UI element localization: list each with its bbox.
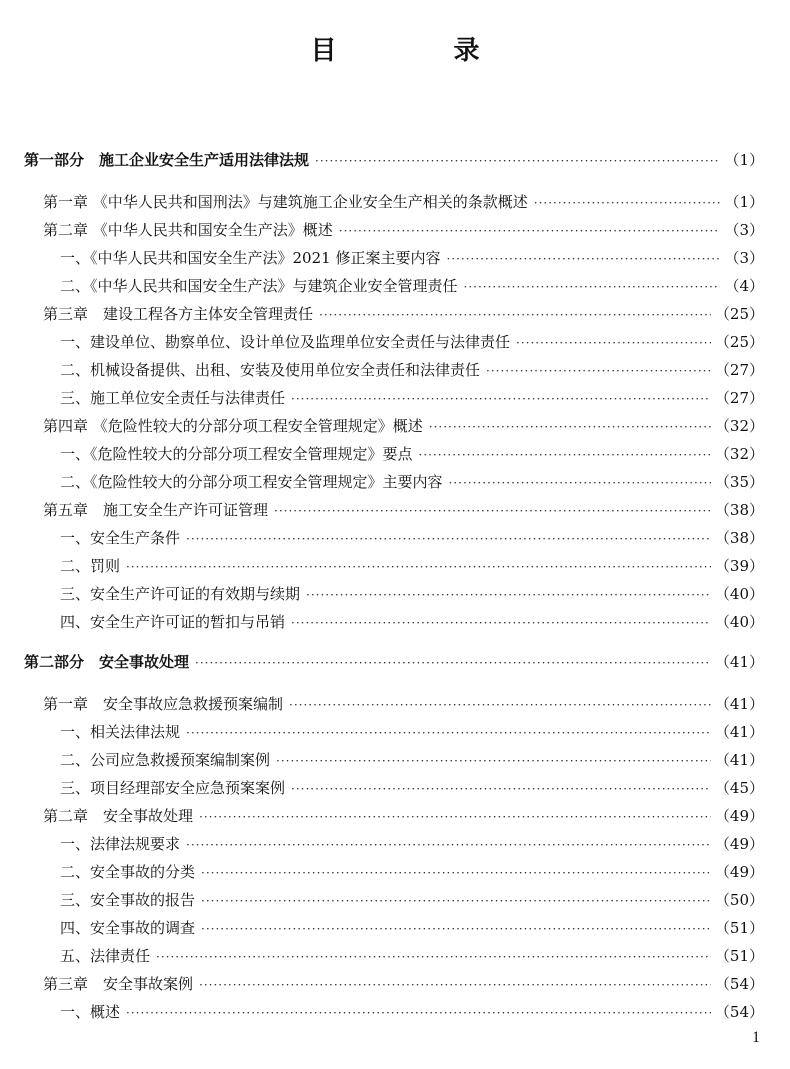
toc-chapter-entry[interactable]: [43, 806, 764, 827]
toc-entry-page: （41）: [714, 695, 764, 713]
dot-leader: [516, 333, 711, 353]
toc-section-entry[interactable]: [60, 332, 764, 353]
toc-entry-page: （54）: [714, 975, 764, 993]
toc-entry-page: （3）: [724, 249, 764, 267]
toc-chapter-entry[interactable]: [43, 500, 764, 521]
dot-leader: [186, 835, 711, 855]
toc-section-entry[interactable]: [60, 612, 764, 633]
toc-part-entry[interactable]: [24, 652, 764, 673]
toc-entry-page: （25）: [714, 333, 764, 351]
toc-entry-page: （39）: [714, 557, 764, 575]
toc-section-entry[interactable]: [60, 444, 764, 465]
toc-entry-title: 第二章 《中华人民共和国安全生产法》概述: [43, 221, 333, 239]
dot-leader: [126, 1003, 711, 1023]
toc-entry-page: （38）: [714, 529, 764, 547]
toc-section-entry[interactable]: [60, 862, 764, 883]
dot-leader: [199, 975, 711, 995]
toc-chapter-entry[interactable]: [43, 192, 764, 213]
toc-entry-page: （41）: [714, 723, 764, 741]
toc-section-entry[interactable]: [60, 360, 764, 381]
toc-entry-page: （50）: [714, 891, 764, 909]
dot-leader: [486, 361, 711, 381]
dot-leader: [156, 947, 711, 967]
dot-leader: [339, 221, 721, 241]
toc-entry-title: 第五章 施工安全生产许可证管理: [43, 501, 269, 519]
toc-entry-title: 二、公司应急救援预案编制案例: [60, 751, 271, 769]
toc-entry-title: 第一章 《中华人民共和国刑法》与建筑施工企业安全生产相关的条款概述: [43, 193, 528, 211]
dot-leader: [186, 529, 711, 549]
toc-entry-title: 第一章 安全事故应急救援预案编制: [43, 695, 284, 713]
toc-entry-page: （32）: [714, 445, 764, 463]
dot-leader: [274, 501, 711, 521]
dot-leader: [195, 653, 711, 673]
toc-entry-page: （27）: [714, 389, 764, 407]
toc-entry-title: 一、建设单位、勘察单位、设计单位及监理单位安全责任与法律责任: [60, 333, 511, 351]
toc-entry-title: 三、安全生产许可证的有效期与续期: [60, 585, 301, 603]
dot-leader: [201, 891, 711, 911]
dot-leader: [199, 807, 711, 827]
toc-part-entry[interactable]: [24, 150, 764, 171]
dot-leader: [186, 723, 711, 743]
toc-section-entry[interactable]: [60, 778, 764, 799]
toc-entry-title: 二、《危险性较大的分部分项工程安全管理规定》主要内容: [60, 473, 443, 491]
toc-entry-page: （27）: [714, 361, 764, 379]
toc-section-entry[interactable]: [60, 750, 764, 771]
toc-section-entry[interactable]: [60, 472, 764, 493]
dot-leader: [201, 863, 711, 883]
toc-entry-title: 一、《危险性较大的分部分项工程安全管理规定》要点: [60, 445, 413, 463]
dot-leader: [289, 695, 711, 715]
toc-section-entry[interactable]: [60, 276, 764, 297]
toc-entry-title: 第二章 安全事故处理: [43, 807, 194, 825]
toc-entry-title: 四、安全事故的调查: [60, 919, 196, 937]
dot-leader: [291, 779, 711, 799]
toc-section-entry[interactable]: [60, 528, 764, 549]
toc-entry-page: （1）: [724, 193, 764, 211]
toc-chapter-entry[interactable]: [43, 220, 764, 241]
toc-entry-page: （49）: [714, 863, 764, 881]
dot-leader: [464, 277, 721, 297]
toc-entry-title: 四、安全生产许可证的暂扣与吊销: [60, 613, 286, 631]
toc-entry-title: 一、《中华人民共和国安全生产法》2021 修正案主要内容: [60, 249, 441, 267]
dot-leader: [449, 473, 711, 493]
toc-entry-title: 第一部分 施工企业安全生产适用法律法规: [24, 151, 310, 169]
toc-section-entry[interactable]: [60, 584, 764, 605]
toc-entry-title: 一、概述: [60, 1003, 121, 1021]
dot-leader: [201, 919, 711, 939]
toc-entry-title: 三、施工单位安全责任与法律责任: [60, 389, 286, 407]
toc-section-entry[interactable]: [60, 946, 764, 967]
toc-entry-page: （4）: [724, 277, 764, 295]
dot-leader: [315, 151, 720, 171]
toc-entry-page: （51）: [714, 947, 764, 965]
toc-entry-title: 第三章 建设工程各方主体安全管理责任: [43, 305, 314, 323]
dot-leader: [429, 417, 711, 437]
toc-section-entry[interactable]: [60, 1002, 764, 1023]
toc-entry-page: （41）: [714, 653, 764, 671]
dot-leader: [291, 389, 711, 409]
page-number: 1: [752, 1029, 760, 1046]
toc-section-entry[interactable]: [60, 890, 764, 911]
toc-chapter-entry[interactable]: [43, 416, 764, 437]
toc-entry-page: （54）: [714, 1003, 764, 1021]
toc-entry-page: （35）: [714, 473, 764, 491]
toc-entry-title: 第四章 《危险性较大的分部分项工程安全管理规定》概述: [43, 417, 423, 435]
toc-entry-page: （49）: [714, 835, 764, 853]
toc-entry-title: 二、安全事故的分类: [60, 863, 196, 881]
dot-leader: [534, 193, 721, 213]
toc-entry-page: （32）: [714, 417, 764, 435]
toc-entry-title: 二、《中华人民共和国安全生产法》与建筑企业安全管理责任: [60, 277, 458, 295]
toc-entry-title: 五、法律责任: [60, 947, 151, 965]
dot-leader: [126, 557, 711, 577]
toc-section-entry[interactable]: [60, 248, 764, 269]
toc-entry-title: 第二部分 安全事故处理: [24, 653, 190, 671]
toc-entry-title: 一、相关法律法规: [60, 723, 181, 741]
dot-leader: [446, 249, 720, 269]
dot-leader: [291, 613, 711, 633]
toc-entry-page: （3）: [724, 221, 764, 239]
toc-entry-page: （25）: [714, 305, 764, 323]
toc-entry-page: （45）: [714, 779, 764, 797]
toc-section-entry[interactable]: [60, 918, 764, 939]
toc-entry-title: 二、罚则: [60, 557, 121, 575]
toc-entry-page: （41）: [714, 751, 764, 769]
toc-entry-title: 一、法律法规要求: [60, 835, 181, 853]
toc-entry-page: （1）: [724, 151, 764, 169]
toc-entry-title: 三、项目经理部安全应急预案案例: [60, 779, 286, 797]
dot-leader: [419, 445, 711, 465]
toc-section-entry[interactable]: [60, 722, 764, 743]
toc-entry-title: 一、安全生产条件: [60, 529, 181, 547]
toc-section-entry[interactable]: [60, 556, 764, 577]
toc-chapter-entry[interactable]: [43, 694, 764, 715]
toc-entry-title: 三、安全事故的报告: [60, 891, 196, 909]
toc-entry-page: （51）: [714, 919, 764, 937]
dot-leader: [306, 585, 711, 605]
toc-section-entry[interactable]: [60, 388, 764, 409]
toc-chapter-entry[interactable]: [43, 974, 764, 995]
toc-entry-page: （49）: [714, 807, 764, 825]
toc-section-entry[interactable]: [60, 834, 764, 855]
toc-entry-page: （38）: [714, 501, 764, 519]
toc-entry-page: （40）: [714, 613, 764, 631]
toc-entry-title: 第三章 安全事故案例: [43, 975, 194, 993]
toc-entry-page: （40）: [714, 585, 764, 603]
dot-leader: [276, 751, 711, 771]
page-title: 目 录: [310, 36, 534, 66]
toc-chapter-entry[interactable]: [43, 304, 764, 325]
dot-leader: [319, 305, 711, 325]
toc-entry-title: 二、机械设备提供、出租、安装及使用单位安全责任和法律责任: [60, 361, 481, 379]
